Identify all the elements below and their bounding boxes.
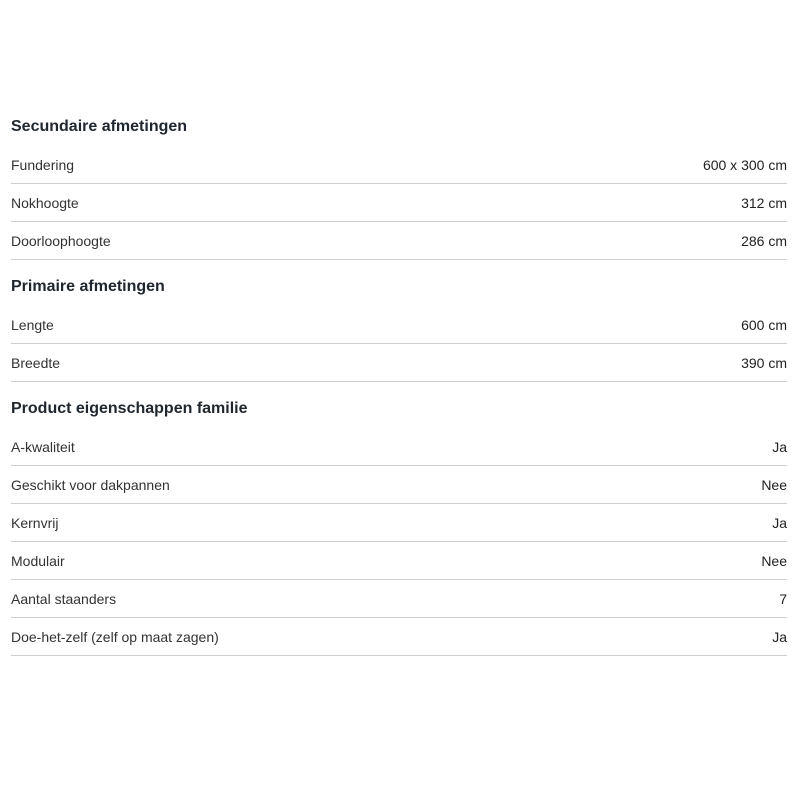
spec-row xyxy=(11,618,787,656)
spec-label: Lengte xyxy=(11,316,54,333)
specifications-list xyxy=(11,108,787,656)
spec-value: 312 cm xyxy=(741,194,787,211)
spec-value: 7 xyxy=(779,590,787,607)
spec-row xyxy=(11,222,787,260)
section-title: Primaire afmetingen xyxy=(11,278,165,295)
spec-value: 390 cm xyxy=(741,354,787,371)
spec-row xyxy=(11,542,787,580)
spec-row xyxy=(11,580,787,618)
spec-label: Modulair xyxy=(11,552,65,569)
section-title: Product eigenschappen familie xyxy=(11,400,248,417)
spec-label: Geschikt voor dakpannen xyxy=(11,476,170,493)
spec-label: Fundering xyxy=(11,156,75,173)
spec-row xyxy=(11,146,787,184)
spec-value: Ja xyxy=(772,628,787,645)
spec-label: Breedte xyxy=(11,354,61,371)
spec-value: 286 cm xyxy=(741,232,787,249)
section-product-properties xyxy=(11,390,787,656)
section-title: Secundaire afmetingen xyxy=(11,118,188,135)
spec-row xyxy=(11,344,787,382)
spec-label: A-kwaliteit xyxy=(11,438,75,455)
spec-row xyxy=(11,428,787,466)
section-secondary-dimensions xyxy=(11,108,787,260)
spec-label: Doorloophoogte xyxy=(11,232,111,249)
section-primary-dimensions xyxy=(11,268,787,382)
spec-row xyxy=(11,184,787,222)
spec-value: Nee xyxy=(761,476,787,493)
spec-label: Nokhoogte xyxy=(11,194,79,211)
spec-label: Aantal staanders xyxy=(11,590,117,607)
spec-row xyxy=(11,466,787,504)
spec-row xyxy=(11,306,787,344)
spec-value: Ja xyxy=(772,514,787,531)
spec-value: 600 x 300 cm xyxy=(702,156,787,173)
spec-label: Doe-het-zelf (zelf op maat zagen) xyxy=(11,628,219,645)
spec-value: Nee xyxy=(761,552,787,569)
spec-value: 600 cm xyxy=(741,316,787,333)
spec-label: Kernvrij xyxy=(11,514,59,531)
spec-row xyxy=(11,504,787,542)
spec-value: Ja xyxy=(772,438,787,455)
